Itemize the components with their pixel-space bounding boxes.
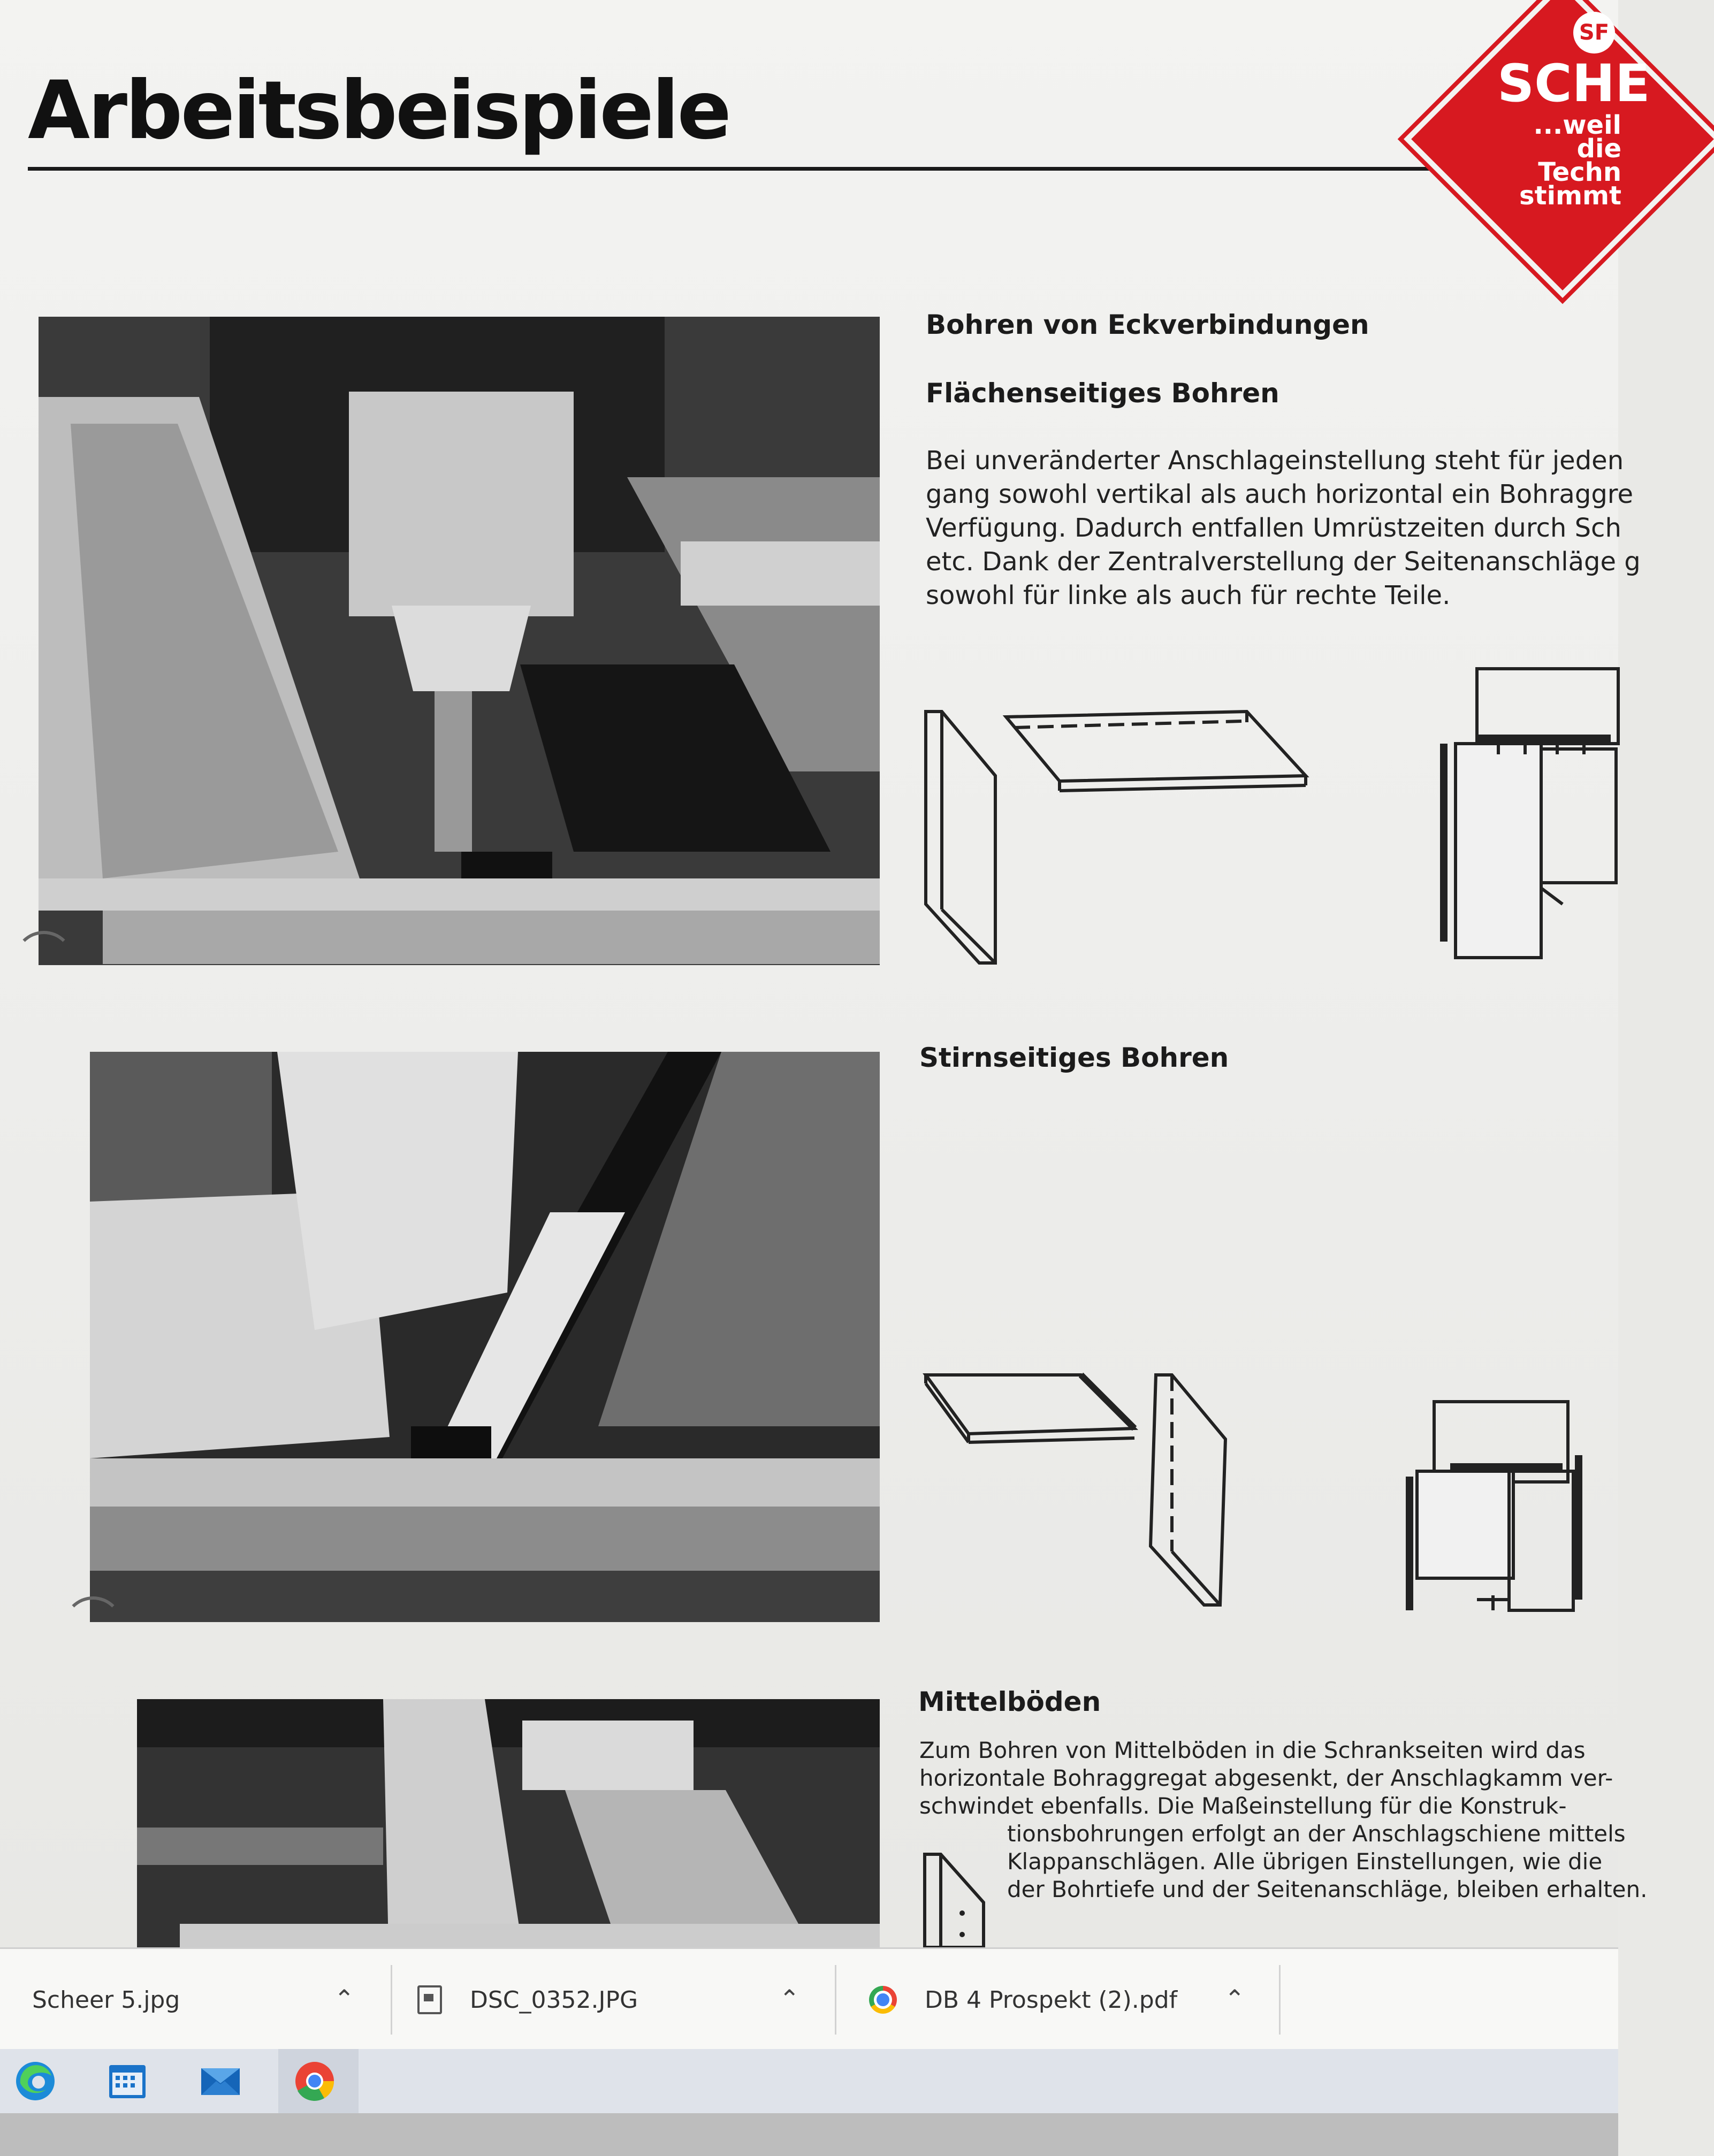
chevron-up-icon[interactable]: ⌃ [1224, 1984, 1245, 2013]
punch-hole-2 [63, 1596, 123, 1656]
machine-photo-3 [137, 1699, 880, 1947]
paragraph-line: Verfügung. Dadurch entfallen Umrüstzeiten durch Sch [926, 513, 1621, 543]
paragraph-line: etc. Dank der Zentralverstellung der Seitenanschläge g [926, 547, 1641, 577]
monitor-bezel [0, 2113, 1618, 2156]
calendar-icon[interactable] [105, 2059, 150, 2104]
paragraph-line: schwindet ebenfalls. Die Maßeinstellung für die Konstruk- [919, 1793, 1567, 1819]
scheer-logo [1439, 0, 1686, 267]
paragraph-line: tionsbohrungen erfolgt an der Anschlagschiene mittels [1007, 1821, 1626, 1847]
edge-icon[interactable] [13, 2059, 58, 2104]
chevron-up-icon[interactable]: ⌃ [334, 1984, 355, 2013]
panel-diagram-3 [919, 1849, 989, 1947]
download-filename: Scheer 5.jpg [32, 1986, 180, 2014]
chrome-icon[interactable] [292, 2059, 337, 2104]
title-rule [28, 167, 1515, 171]
download-separator [1279, 1965, 1281, 2035]
download-filename: DSC_0352.JPG [470, 1986, 638, 2014]
logo-brand: SCHE [1497, 53, 1650, 113]
download-bar [0, 1947, 1618, 2051]
image-file-icon [417, 1985, 442, 2014]
punch-hole-1 [14, 931, 74, 991]
machine-photo-1 [39, 317, 880, 965]
logo-badge: SF [1573, 12, 1615, 53]
machine-photo-2 [90, 1052, 880, 1622]
section-subheading-flaechenseitig: Flächenseitiges Bohren [926, 378, 1279, 409]
paragraph-line: Zum Bohren von Mittelböden in die Schrankseiten wird das [919, 1737, 1586, 1763]
section-heading-eckverbindungen: Bohren von Eckverbindungen [926, 309, 1369, 340]
section-3-paragraph [919, 1737, 1647, 1903]
download-item-scheer[interactable] [0, 1949, 385, 2051]
paragraph-line: horizontale Bohraggregat abgesenkt, der Anschlagkamm ver- [919, 1765, 1613, 1791]
taskbar [0, 2049, 1618, 2113]
chevron-up-icon[interactable]: ⌃ [779, 1984, 800, 2013]
panel-diagram-2 [920, 1364, 1231, 1610]
logo-slogan: ...weil die Techn stimmt [1519, 110, 1621, 211]
page-title: Arbeitsbeispiele [28, 64, 730, 157]
section-1-paragraph [926, 444, 1641, 613]
paragraph-line: Bei unveränderter Anschlageinstellung steht für jeden [926, 446, 1624, 476]
paragraph-line: gang sowohl vertikal als auch horizontal ein Bohraggre [926, 479, 1633, 509]
panel-diagram-1 [920, 690, 1338, 974]
download-item-prospekt[interactable] [869, 1949, 1286, 2051]
section-heading-stirnseitig: Stirnseitiges Bohren [919, 1042, 1229, 1073]
download-filename: DB 4 Prospekt (2).pdf [925, 1986, 1178, 2014]
download-item-dsc[interactable] [417, 1949, 824, 2051]
paragraph-line: der Bohrtiefe und der Seitenanschläge, bleiben erhalten. [1007, 1876, 1648, 1902]
cabinet-diagram-2 [1402, 1396, 1584, 1621]
cabinet-diagram-1 [1434, 663, 1618, 963]
download-separator [835, 1965, 836, 2035]
section-heading-mittelboeden: Mittelböden [918, 1686, 1101, 1717]
download-separator [391, 1965, 392, 2035]
chrome-icon [869, 1986, 897, 2014]
paragraph-line: Klappanschlägen. Alle übrigen Einstellungen, wie die [1007, 1848, 1603, 1875]
mail-icon[interactable] [198, 2059, 243, 2104]
paragraph-line: sowohl für linke als auch für rechte Teile. [926, 580, 1451, 610]
